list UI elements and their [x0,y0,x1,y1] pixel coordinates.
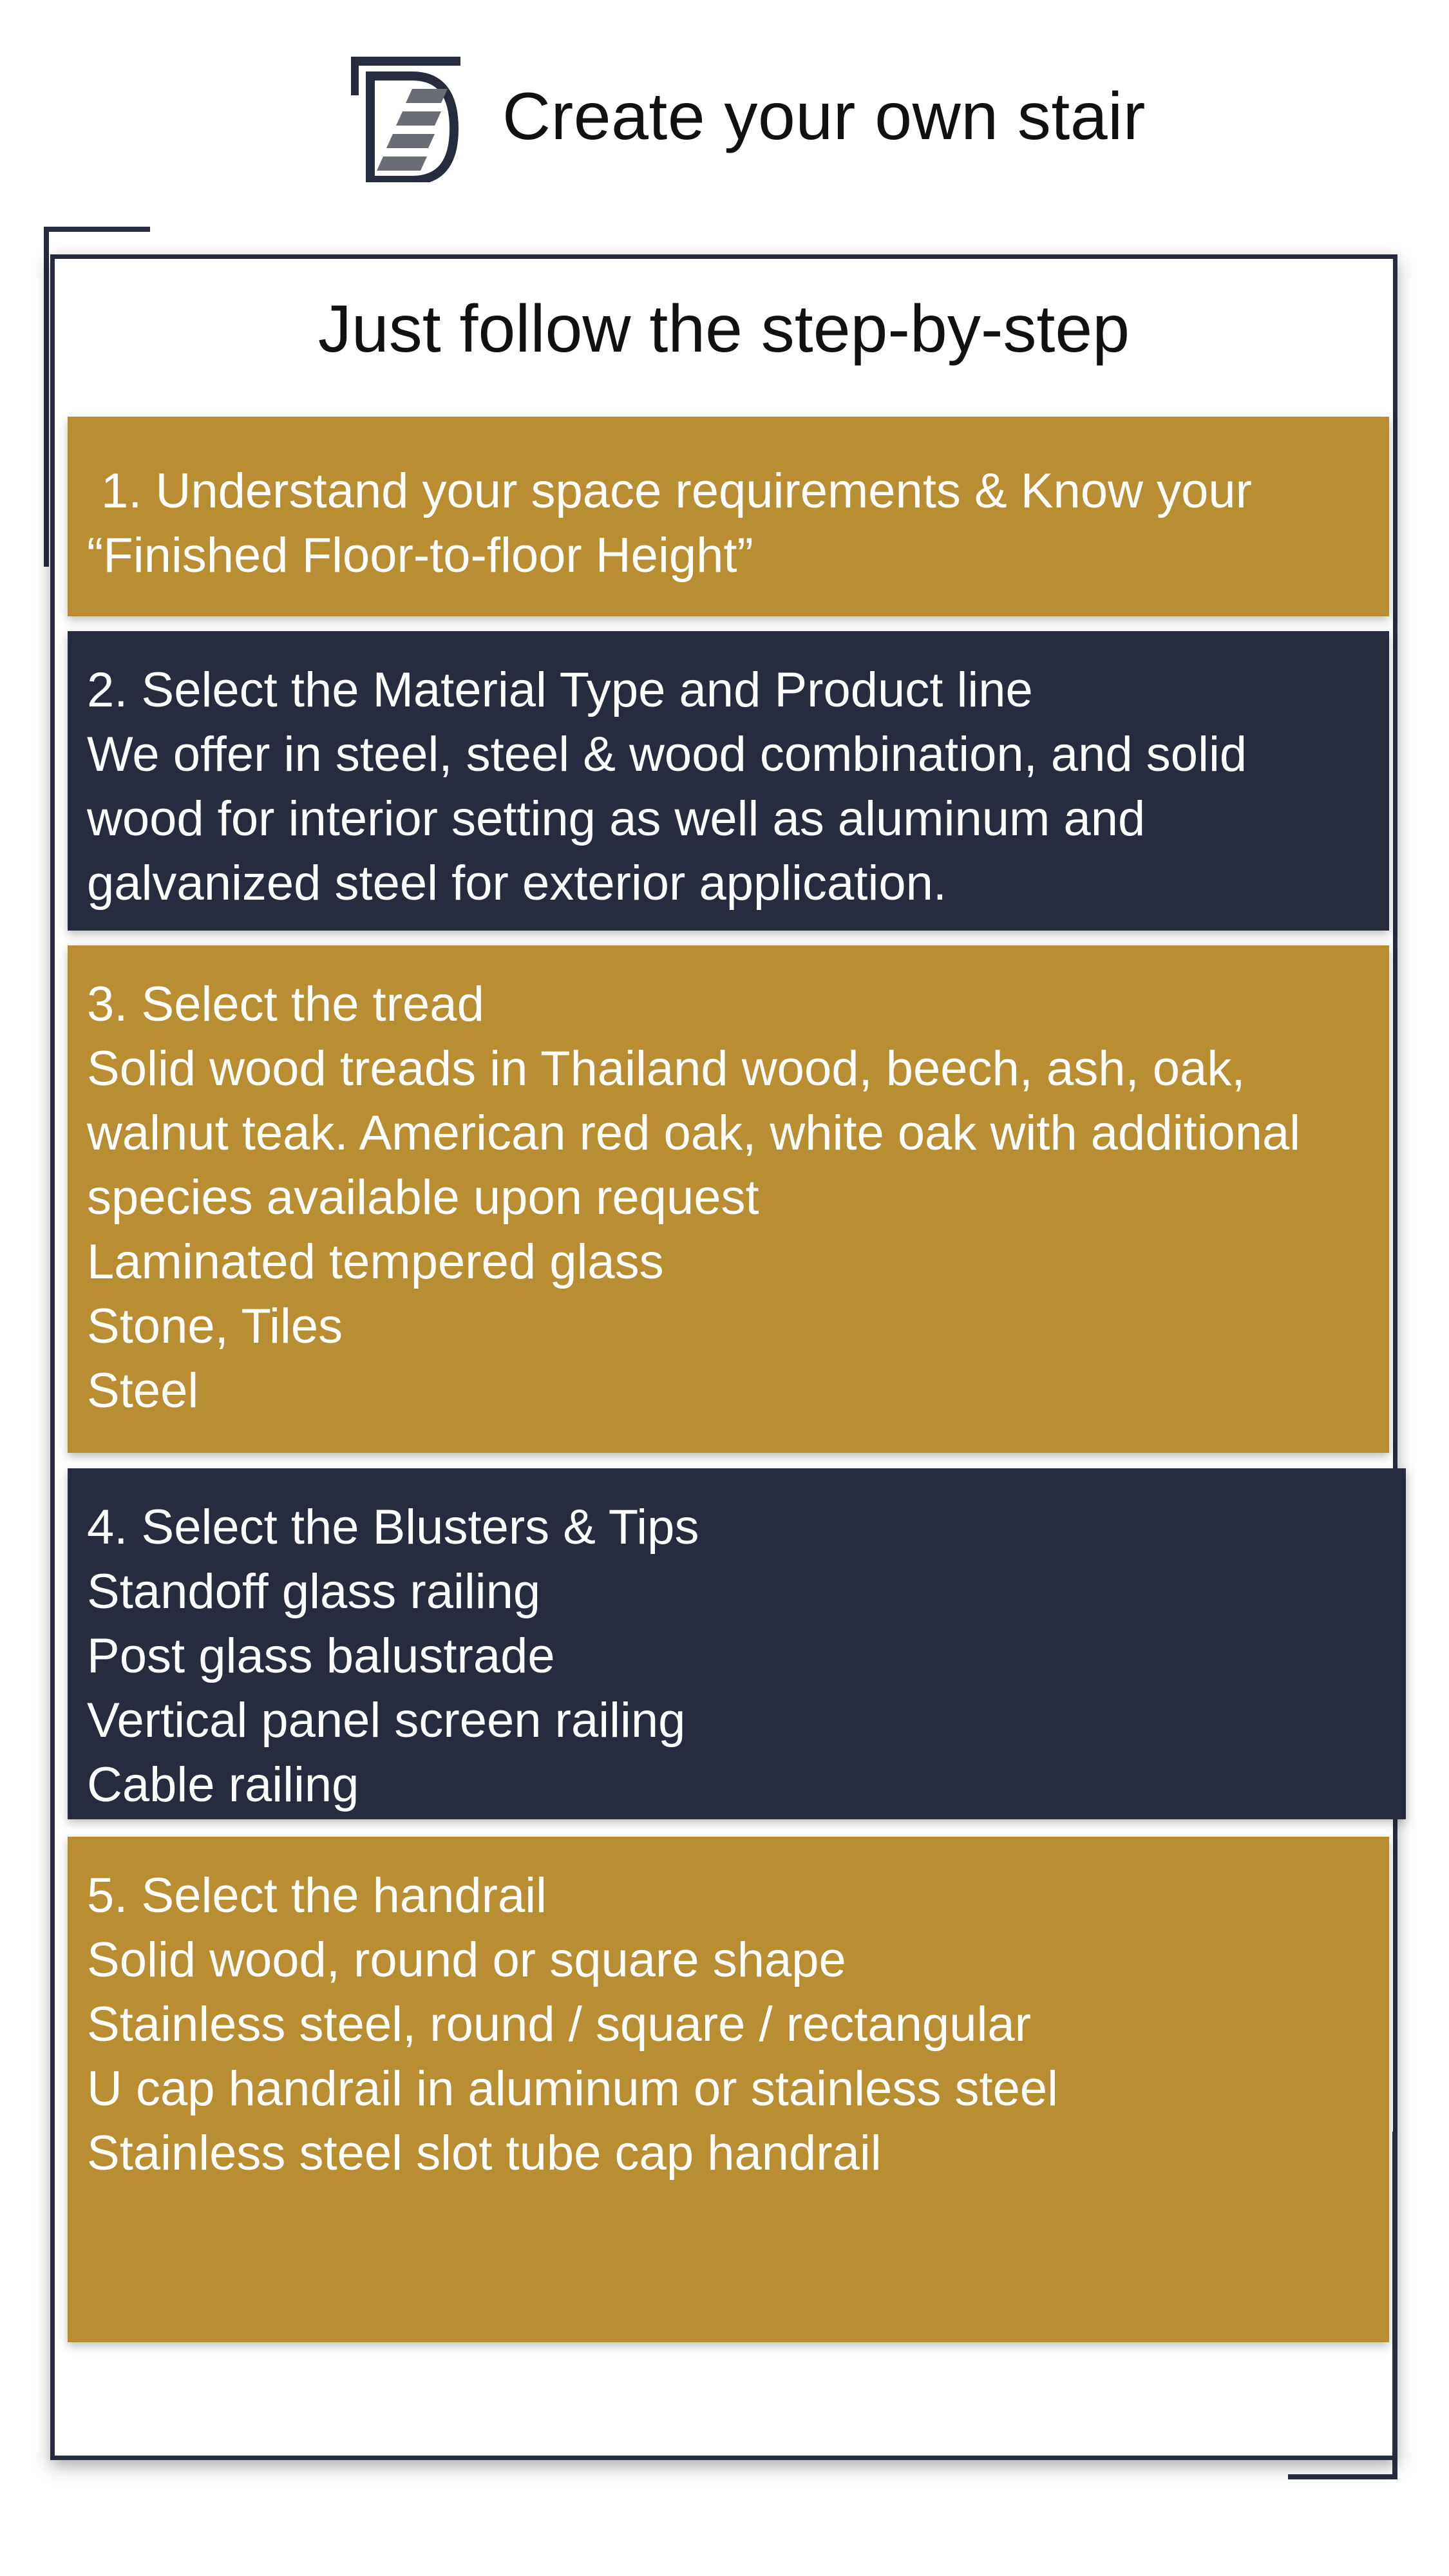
stair-logo-icon [351,57,460,182]
step-2-heading: 2. Select the Material Type and Product line [87,663,1033,717]
step-line: Solid wood treads in Thailand wood, beech, ash, oak, [87,1041,1245,1096]
step-line: Stainless steel, round / square / rectangular [87,1997,1031,2052]
step-line: Steel [87,1363,199,1418]
step-line: Vertical panel screen railing [87,1693,686,1748]
step-line: U cap handrail in aluminum or stainless steel [87,2061,1059,2116]
step-line: “Finished Floor-to-floor Height” [87,528,753,583]
card-title: Just follow the step-by-step [317,292,1130,366]
step-line: galvanized steel for exterior application. [87,856,947,911]
step-line: wood for interior setting as well as aluminum and [87,791,1146,846]
step-line: Cable railing [87,1757,359,1812]
step-line: species available upon request [87,1170,759,1225]
step-3-box [68,945,1389,1453]
step-line: walnut teak. American red oak, white oak with additional [87,1106,1301,1160]
page-header [0,52,1449,180]
step-line: Post glass balustrade [87,1629,555,1683]
step-line: Stone, Tiles [87,1299,343,1354]
step-line: We offer in steel, steel & wood combination, and solid [87,727,1247,782]
step-2-box [68,631,1389,931]
step-line: Solid wood, round or square shape [87,1933,846,1987]
step-4-heading: 4. Select the Blusters & Tips [87,1500,699,1555]
step-5-box [68,1837,1389,2342]
steps-card [50,254,1397,2460]
step-5-heading: 5. Select the handrail [87,1868,547,1923]
step-line: Laminated tempered glass [87,1235,664,1289]
step-1-box [68,417,1389,616]
step-1-heading: 1. Understand your space requirements & Know your [101,464,1252,518]
step-line: Stainless steel slot tube cap handrail [87,2126,882,2181]
page-title: Create your own stair [502,79,1146,154]
step-line: Standoff glass railing [87,1564,541,1619]
frame-corner-bottom-right [1288,2132,1397,2479]
step-4-box [68,1468,1406,1819]
step-3-heading: 3. Select the tread [87,977,484,1032]
